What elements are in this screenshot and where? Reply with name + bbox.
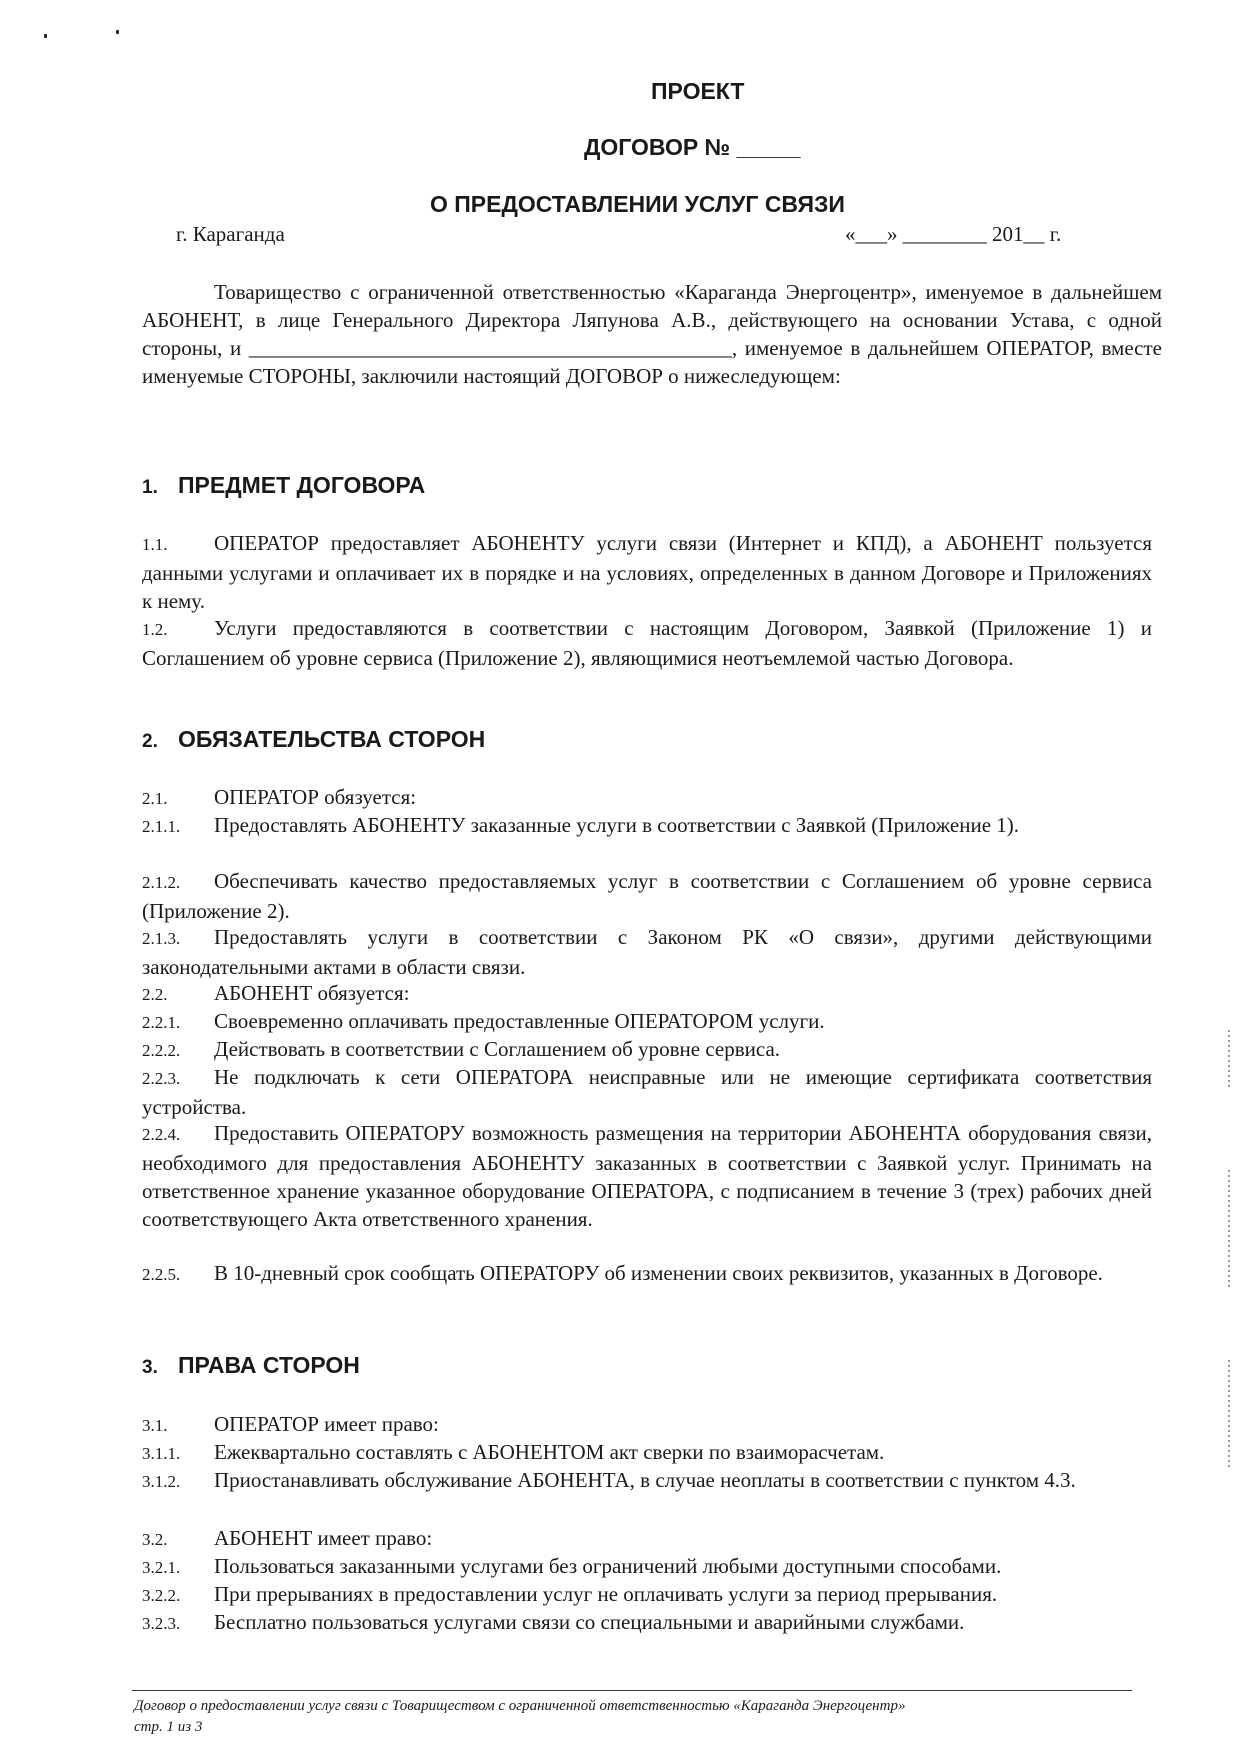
clause-text: Действовать в соответствии с Соглашением об уровне сервиса. bbox=[214, 1037, 781, 1061]
clause-text: ОПЕРАТОР имеет право: bbox=[214, 1412, 439, 1436]
clause-number: 2.1.1. bbox=[142, 817, 181, 836]
clause bbox=[142, 1410, 1152, 1440]
clause-number: 2.2.3. bbox=[142, 1069, 181, 1088]
clause-number: 3.1.2. bbox=[142, 1472, 181, 1491]
clause bbox=[142, 1608, 1152, 1638]
page-footer bbox=[134, 1696, 1134, 1738]
clause bbox=[142, 1035, 1152, 1065]
clause-number: 1.1. bbox=[142, 535, 168, 554]
clause bbox=[142, 783, 1152, 813]
clause bbox=[142, 1007, 1152, 1037]
draft-label: ПРОЕКТ bbox=[651, 78, 745, 104]
clause bbox=[142, 1466, 1152, 1496]
clause-text: Предоставить ОПЕРАТОРУ возможность размещения на территории АБОНЕНТА оборудования связи, необходимого для предоставления АБОНЕНТУ заказанных в соответствии с Заявкой услуг. Принимать на ответственное хранение указанное оборудование ОПЕРАТОРА, с подписанием в течение 3 (трех) рабочих дней соответствующего Акта ответственного хранения. bbox=[142, 1121, 1152, 1231]
clause-number: 2.2.4. bbox=[142, 1125, 181, 1144]
clause-number: 2.1.3. bbox=[142, 929, 181, 948]
clause-number: 2.1.2. bbox=[142, 873, 181, 892]
clause-text: Не подключать к сети ОПЕРАТОРА неисправные или не имеющие сертификата соответствия устройства. bbox=[142, 1065, 1152, 1119]
footer-title: Договор о предоставлении услуг связи с Товариществом с ограниченной ответственностью «Караганда Энергоцентр» bbox=[134, 1698, 906, 1714]
contract-title: ДОГОВОР № _____ bbox=[584, 134, 801, 160]
clause-number: 3.2.2. bbox=[142, 1586, 181, 1605]
clause-text: Услуги предоставляются в соответствии с настоящим Договором, Заявкой (Приложение 1) и Соглашением об уровне сервиса (Приложение 2), являющимися неотъемлемой частью Договора. bbox=[142, 616, 1152, 670]
clause-text: Ежеквартально составлять с АБОНЕНТОМ акт сверки по взаиморасчетам. bbox=[214, 1440, 885, 1464]
contract-date: «___» ________ 201__ г. bbox=[845, 222, 1062, 246]
footer-divider bbox=[132, 1690, 1132, 1691]
clause bbox=[142, 1259, 1152, 1289]
clause-text: Предоставлять услуги в соответствии с Законом РК «О связи», другими действующими законодательными актами в области связи. bbox=[142, 925, 1152, 979]
page-number: стр. 1 из 3 bbox=[134, 1719, 203, 1735]
clause bbox=[142, 1524, 1152, 1554]
clause-number: 3.1.1. bbox=[142, 1444, 181, 1463]
clause-text: АБОНЕНТ обязуется: bbox=[214, 981, 410, 1005]
clause bbox=[142, 811, 1152, 841]
clause-number: 3.2.1. bbox=[142, 1558, 181, 1577]
section-title: ОБЯЗАТЕЛЬСТВА СТОРОН bbox=[178, 726, 486, 752]
clause-number: 3.2. bbox=[142, 1530, 168, 1549]
clause bbox=[142, 979, 1152, 1009]
section-number: 2. bbox=[142, 731, 158, 752]
clause-text: ОПЕРАТОР предоставляет АБОНЕНТУ услуги связи (Интернет и КПД), а АБОНЕНТ пользуется данными услугами и оплачивает их в порядке и на условиях, определенных в данном Договоре и Приложениях к нему. bbox=[142, 531, 1152, 613]
clause-text: ОПЕРАТОР обязуется: bbox=[214, 785, 417, 809]
clause-number: 2.2.5. bbox=[142, 1265, 181, 1284]
section-title: ПРЕДМЕТ ДОГОВОРА bbox=[178, 472, 426, 498]
clause-text: Пользоваться заказанными услугами без ограничений любыми доступными способами. bbox=[214, 1554, 1002, 1578]
clause-number: 3.2.3. bbox=[142, 1614, 181, 1633]
clause-text: В 10-дневный срок сообщать ОПЕРАТОРУ об изменении своих реквизитов, указанных в Договоре. bbox=[214, 1261, 1103, 1285]
clause-text: Приостанавливать обслуживание АБОНЕНТА, в случае неоплаты в соответствии с пунктом 4.3. bbox=[214, 1468, 1076, 1492]
section-heading bbox=[142, 1352, 360, 1379]
scan-edge-mark bbox=[1228, 1170, 1230, 1290]
scan-edge-mark bbox=[1228, 1360, 1230, 1470]
clause-text: Бесплатно пользоваться услугами связи со специальными и аварийными службами. bbox=[214, 1610, 965, 1634]
section-heading bbox=[142, 726, 485, 753]
clause-number: 2.2.1. bbox=[142, 1013, 181, 1032]
clause bbox=[142, 529, 1152, 615]
clause bbox=[142, 867, 1152, 925]
section-number: 3. bbox=[142, 1357, 158, 1378]
contract-subject: О ПРЕДОСТАВЛЕНИИ УСЛУГ СВЯЗИ bbox=[430, 191, 845, 217]
clause-text: Обеспечивать качество предоставляемых услуг в соответствии с Соглашением об уровне сервиса (Приложение 2). bbox=[142, 869, 1152, 923]
section-heading bbox=[142, 472, 425, 499]
scan-artifact bbox=[116, 30, 119, 34]
clause-text: Предоставлять АБОНЕНТУ заказанные услуги в соответствии с Заявкой (Приложение 1). bbox=[214, 813, 1020, 837]
scan-artifact bbox=[44, 34, 47, 38]
clause-number: 3.1. bbox=[142, 1416, 168, 1435]
clause-text: При прерываниях в предоставлении услуг не оплачивать услуги за период прерывания. bbox=[214, 1582, 998, 1606]
contract-city: г. Караганда bbox=[176, 222, 285, 246]
scan-edge-mark bbox=[1228, 1030, 1230, 1090]
clause bbox=[142, 1438, 1152, 1468]
section-title: ПРАВА СТОРОН bbox=[178, 1352, 360, 1378]
clause-number: 2.1. bbox=[142, 789, 168, 808]
clause-number: 1.2. bbox=[142, 620, 168, 639]
clause bbox=[142, 1552, 1152, 1582]
clause bbox=[142, 923, 1152, 981]
clause bbox=[142, 1580, 1152, 1610]
preamble bbox=[142, 278, 1162, 390]
clause bbox=[142, 1119, 1152, 1233]
clause-text: АБОНЕНТ имеет право: bbox=[214, 1526, 433, 1550]
clause bbox=[142, 1063, 1152, 1121]
clause bbox=[142, 614, 1152, 672]
clause-text: Своевременно оплачивать предоставленные ОПЕРАТОРОМ услуги. bbox=[214, 1009, 825, 1033]
section-number: 1. bbox=[142, 477, 158, 498]
preamble-text: Товарищество с ограниченной ответственностью «Караганда Энергоцентр», именуемое в дальнейшем АБОНЕНТ, в лице Генерального Директора Ляпунова А.В., действующего на основании Устава, с одной стороны, и ______________________________________________, именуемое в дальнейшем ОПЕРАТОР, вместе именуемые СТОРОНЫ, заключили настоящий ДОГОВОР о нижеследующем: bbox=[142, 280, 1162, 388]
clause-number: 2.2. bbox=[142, 985, 168, 1004]
clause-number: 2.2.2. bbox=[142, 1041, 181, 1060]
